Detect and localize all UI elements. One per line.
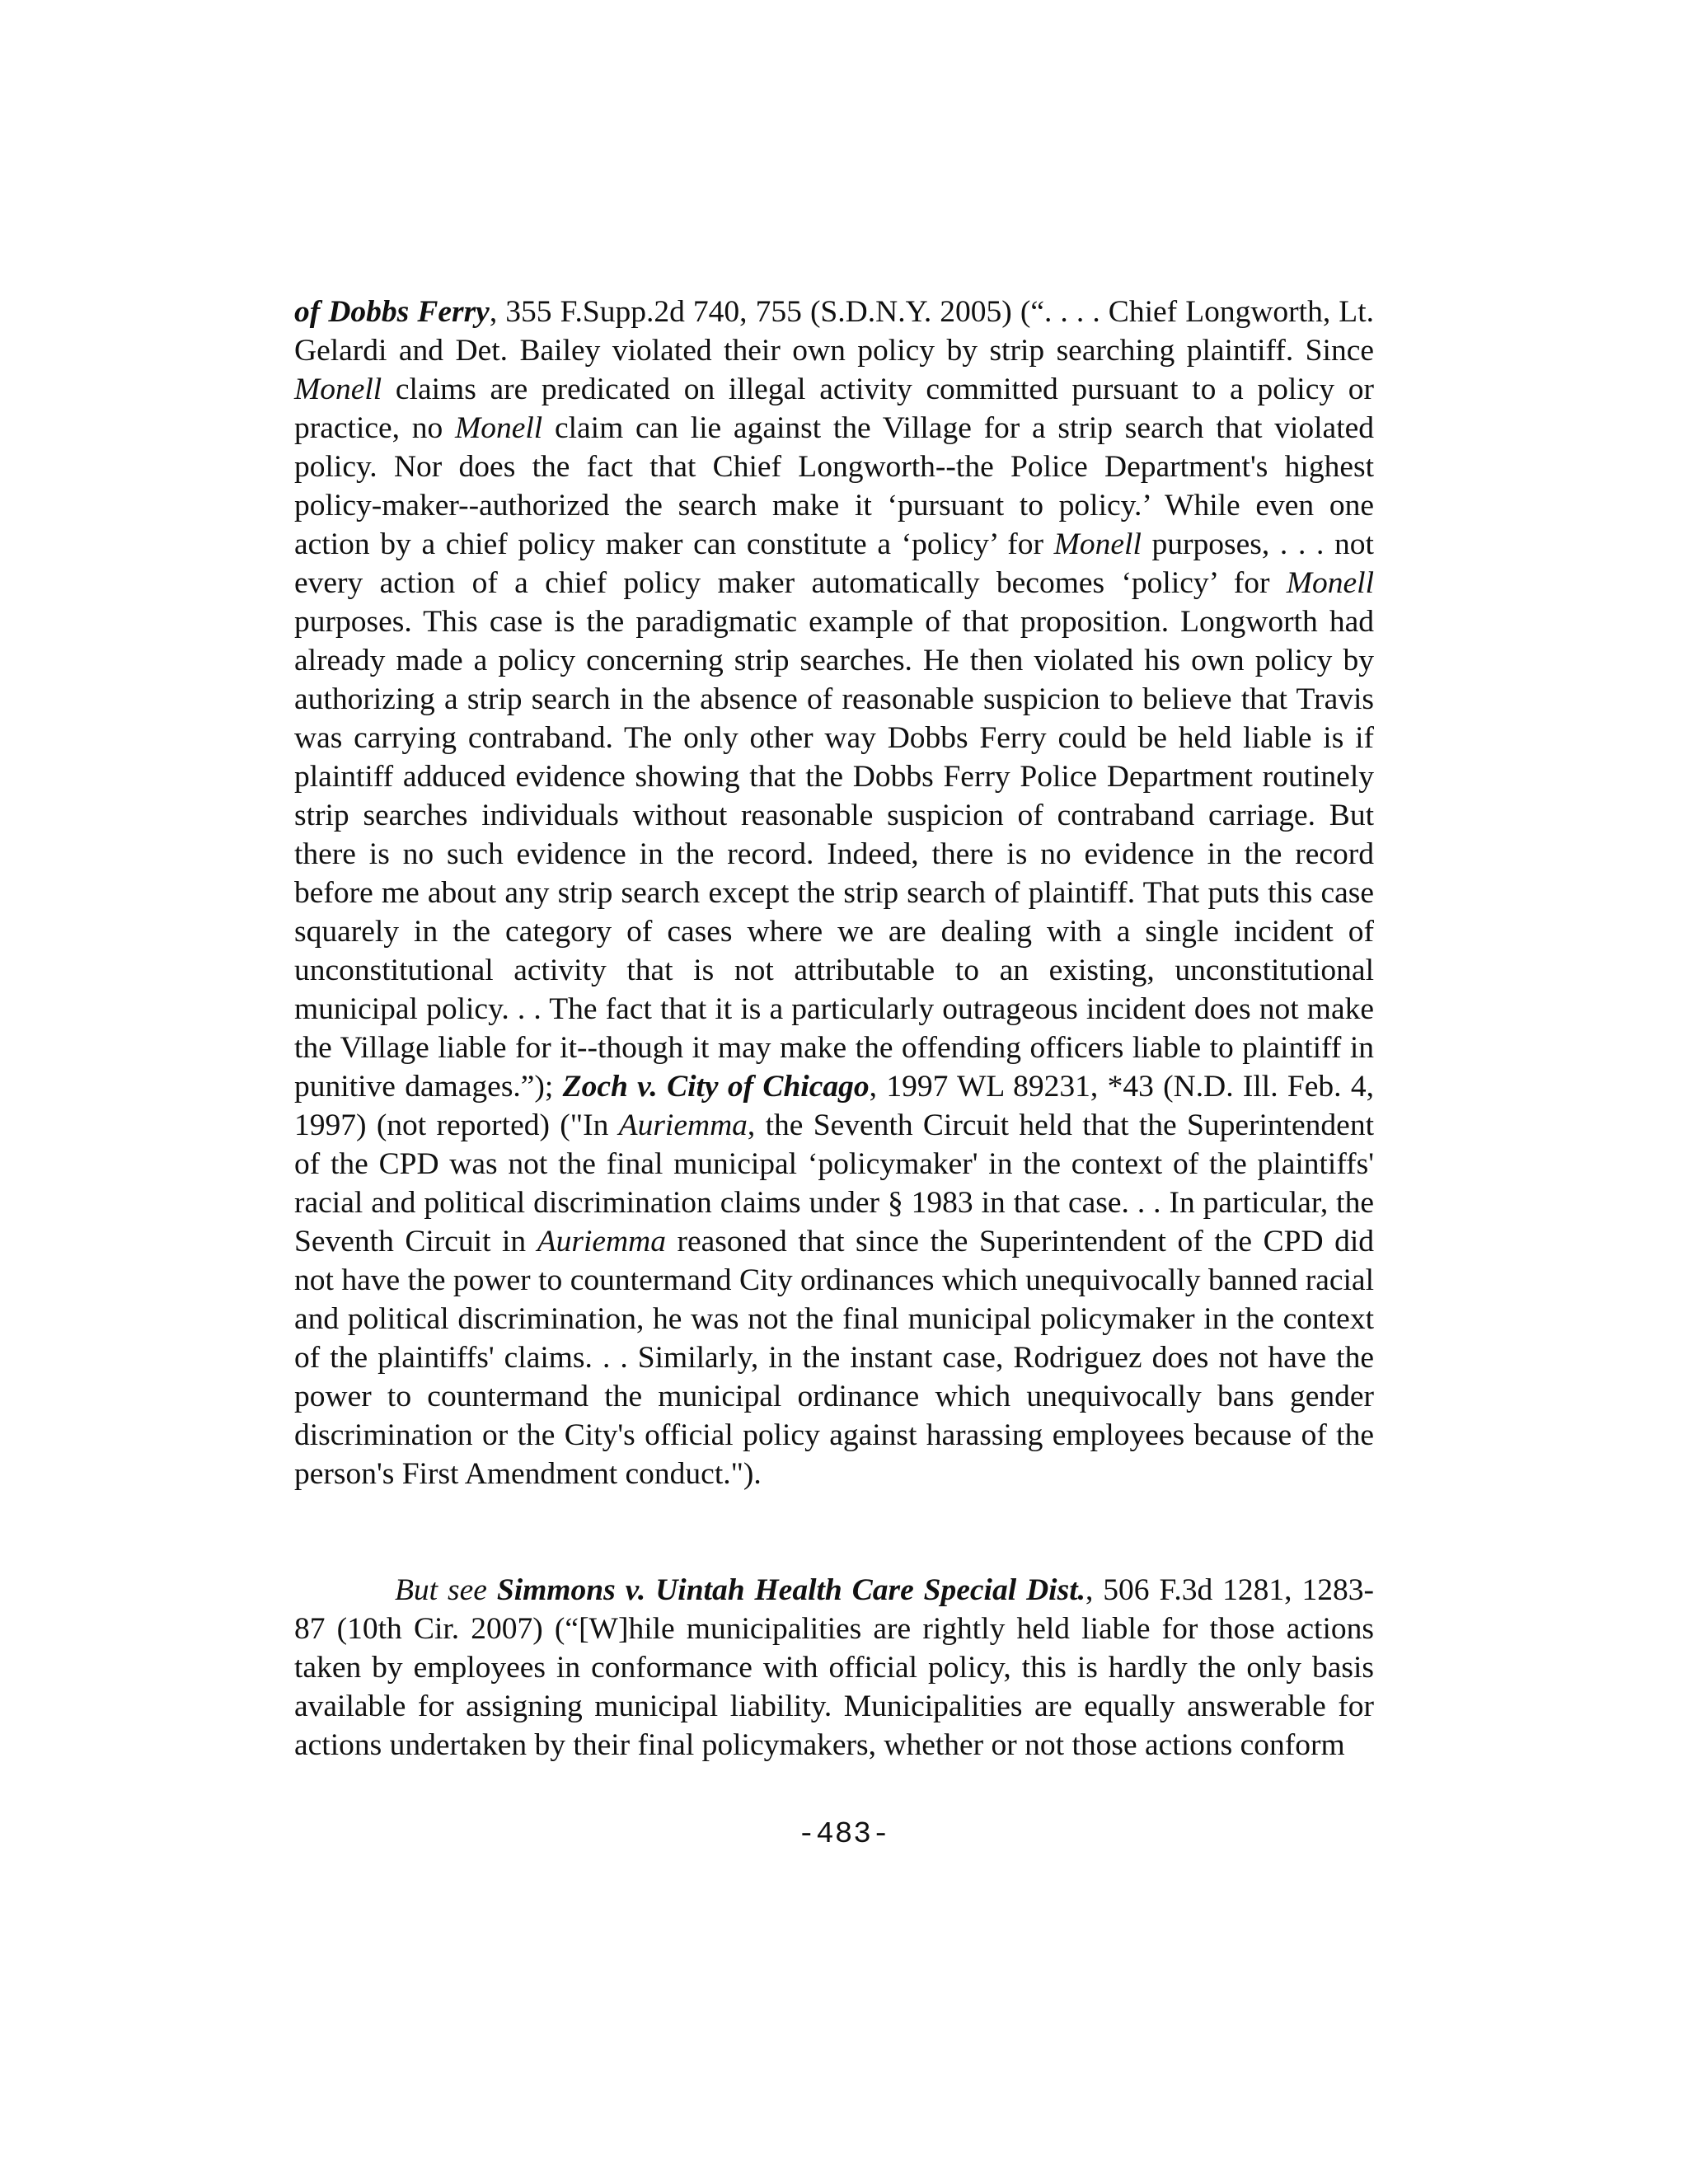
paragraph-text: , 1997 WL 89231, *43 (N.D. Ill. Feb. 4, 1997) (not reported) ("In <box>294 1070 1374 1142</box>
paragraph-text: , 506 F.3d 1281, 1283-87 (10th Cir. 2007) (“[W]hile municipalities are rightly held liable for those actions taken by employees in conformance with official policy, this is hardly the only basis available for assigning municipal liability. Municipalities are equally answerable for actions undertaken by their final policymakers, whether or not those actions conform <box>294 1573 1374 1762</box>
paragraph-text: , the Seventh Circuit held that the Superintendent of the CPD was not the final municipal ‘policymaker' in the context of the plaintiffs' racial and political discrimination claims under § 1983 in that case. . . In particular, the Seventh Circuit in <box>294 1108 1374 1258</box>
case-reference-italic: Auriemma <box>618 1108 748 1142</box>
case-reference-italic: Auriemma <box>537 1225 666 1258</box>
case-reference-italic: Monell <box>454 411 543 445</box>
case-name-dobbs-ferry: of Dobbs Ferry <box>294 295 490 329</box>
body-paragraph-1 <box>294 293 1374 1493</box>
paragraph-text: reasoned that since the Superintendent of the CPD did not have the power to countermand City ordinances which unequivocally banned racial and political discrimination, he was not the final municipal policymaker in the context of the plaintiffs' claims. . . Similarly, in the instant case, Rodriguez does not have the power to countermand the municipal ordinance which unequivocally bans gender discrimination or the City's official policy against harassing employees because of the person's First Amendment conduct."). <box>294 1225 1374 1491</box>
paragraph-text: purposes. This case is the paradigmatic example of that proposition. Longworth had already made a policy concerning strip searches. He then violated his own policy by authorizing a strip search in the absence of reasonable suspicion to believe that Travis was carrying contraband. The only other way Dobbs Ferry could be held liable is if plaintiff adduced evidence showing that the Dobbs Ferry Police Department routinely strip searches individuals without reasonable suspicion of contraband carriage. But there is no such evidence in the record. Indeed, there is no evidence in the record before me about any strip search except the strip search of plaintiff. That puts this case squarely in the category of cases where we are dealing with a single incident of unconstitutional activity that is not attributable to an existing, unconstitutional municipal policy. . . The fact that it is a particularly outrageous incident does not make the Village liable for it--though it may make the offending officers liable to plaintiff in punitive damages.”); <box>294 605 1374 1104</box>
paragraph-text: purposes, . . . not every action of a chief policy maker automatically becomes ‘policy’ for <box>294 527 1374 600</box>
case-reference-italic: Monell <box>294 373 382 406</box>
case-reference-italic: Monell <box>1053 527 1142 561</box>
case-reference-italic: Monell <box>1286 566 1374 600</box>
body-paragraph-2 <box>294 1571 1374 1765</box>
signal-but-see: But see <box>395 1573 497 1607</box>
paragraph-text: claims are predicated on illegal activity committed pursuant to a policy or practice, no <box>294 373 1374 445</box>
paragraph-text: , 355 F.Supp.2d 740, 755 (S.D.N.Y. 2005) (“. . . . Chief Longworth, Lt. Gelardi and Det. Bailey violated their own policy by strip searching plaintiff. Since <box>294 295 1374 368</box>
case-name-simmons: Simmons v. Uintah Health Care Special Dist. <box>496 1573 1085 1607</box>
page-number: -483- <box>797 1817 891 1851</box>
paragraph-text: claim can lie against the Village for a strip search that violated policy. Nor does the fact that Chief Longworth--the Police Department's highest policy-maker--authorized the search make it ‘pursuant to policy.’ While even one action by a chief policy maker can constitute a ‘policy’ for <box>294 411 1375 561</box>
case-name-zoch: Zoch v. City of Chicago <box>562 1070 870 1104</box>
